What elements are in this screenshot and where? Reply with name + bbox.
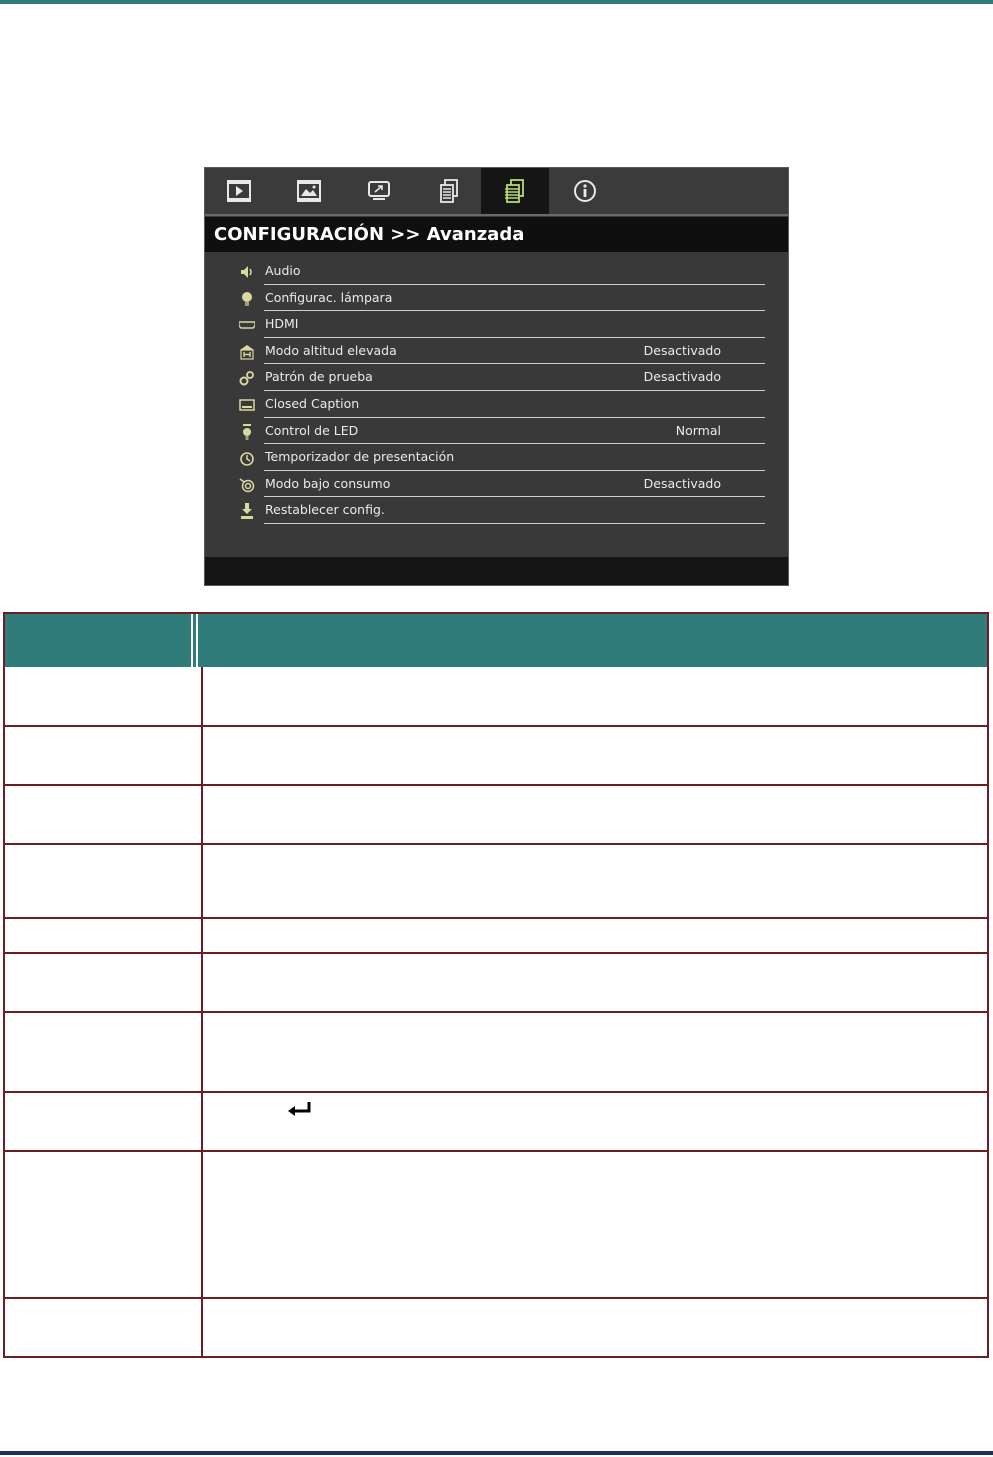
- menu-item-test-pattern[interactable]: [235, 364, 765, 391]
- pages-icon: [436, 178, 462, 204]
- table-header-row: [5, 614, 987, 667]
- menu-item-label: Modo bajo consumo: [265, 475, 391, 491]
- table-row-divider: [5, 1297, 987, 1299]
- osd-breadcrumb-title: CONFIGURACIÓN >> Avanzada: [205, 217, 788, 252]
- tab-pages[interactable]: [415, 168, 483, 214]
- speaker-icon: [239, 264, 255, 280]
- tab-settings[interactable]: [481, 168, 549, 214]
- menu-item-presentation-timer[interactable]: [235, 444, 765, 471]
- lamp-icon: [239, 291, 255, 307]
- menu-item-audio[interactable]: [235, 258, 765, 285]
- tab-divider: [205, 214, 788, 216]
- menu-item-underline: [264, 523, 765, 524]
- menu-item-label: Patrón de prueba: [265, 369, 373, 385]
- tab-display[interactable]: [345, 168, 413, 214]
- menu-item-high-altitude[interactable]: [235, 338, 765, 365]
- table-row-divider: [5, 725, 987, 727]
- menu-item-label: HDMI: [265, 316, 299, 332]
- power-saving-icon: [239, 477, 255, 493]
- picture-icon: [296, 178, 322, 204]
- description-table: [3, 612, 989, 1358]
- menu-item-value: Desactivado: [643, 342, 721, 358]
- menu-item-power-saving[interactable]: [235, 471, 765, 498]
- hdmi-icon: [239, 317, 255, 333]
- osd-footer-bar: [205, 557, 788, 585]
- reset-icon: [239, 503, 255, 519]
- table-row-divider: [5, 1150, 987, 1152]
- table-header-divider-inner: [193, 614, 196, 667]
- menu-item-value: Desactivado: [643, 369, 721, 385]
- menu-item-label: Configurac. lámpara: [265, 289, 393, 305]
- table-row-divider: [5, 1091, 987, 1093]
- table-row-divider: [5, 843, 987, 845]
- table-row-divider: [5, 917, 987, 919]
- menu-item-value: Desactivado: [643, 475, 721, 491]
- menu-item-label: Temporizador de presentación: [265, 449, 455, 465]
- top-rule: [0, 0, 993, 4]
- osd-tab-bar: [205, 168, 788, 215]
- menu-item-label: Modo altitud elevada: [265, 342, 397, 358]
- timer-icon: [239, 450, 255, 466]
- settings-pages-icon: [502, 178, 528, 204]
- menu-item-hdmi[interactable]: [235, 311, 765, 338]
- tab-picture[interactable]: [275, 168, 343, 214]
- display-icon: [366, 178, 392, 204]
- bottom-rule: [0, 1451, 993, 1455]
- led-icon: [239, 424, 255, 440]
- table-row-divider: [5, 1011, 987, 1013]
- menu-item-lamp[interactable]: [235, 285, 765, 312]
- tab-info[interactable]: [551, 168, 619, 214]
- caption-icon: [239, 397, 255, 413]
- altitude-icon: [239, 344, 255, 360]
- menu-item-label: Audio: [265, 263, 301, 278]
- menu-item-value: Normal: [675, 422, 721, 438]
- osd-menu: [204, 167, 789, 586]
- menu-item-label: Control de LED: [265, 422, 359, 438]
- film-play-icon: [226, 178, 252, 204]
- menu-item-reset-settings[interactable]: [235, 497, 765, 524]
- gears-icon: [239, 370, 255, 386]
- menu-item-label: Restablecer config.: [265, 502, 385, 518]
- table-row-divider: [5, 952, 987, 954]
- enter-key-icon: [285, 1101, 313, 1119]
- menu-item-label: Closed Caption: [265, 396, 360, 411]
- table-row-divider: [5, 784, 987, 786]
- info-icon: [572, 178, 598, 204]
- menu-item-led-control[interactable]: [235, 418, 765, 445]
- tab-film-play[interactable]: [205, 168, 273, 214]
- menu-item-closed-caption[interactable]: [235, 391, 765, 418]
